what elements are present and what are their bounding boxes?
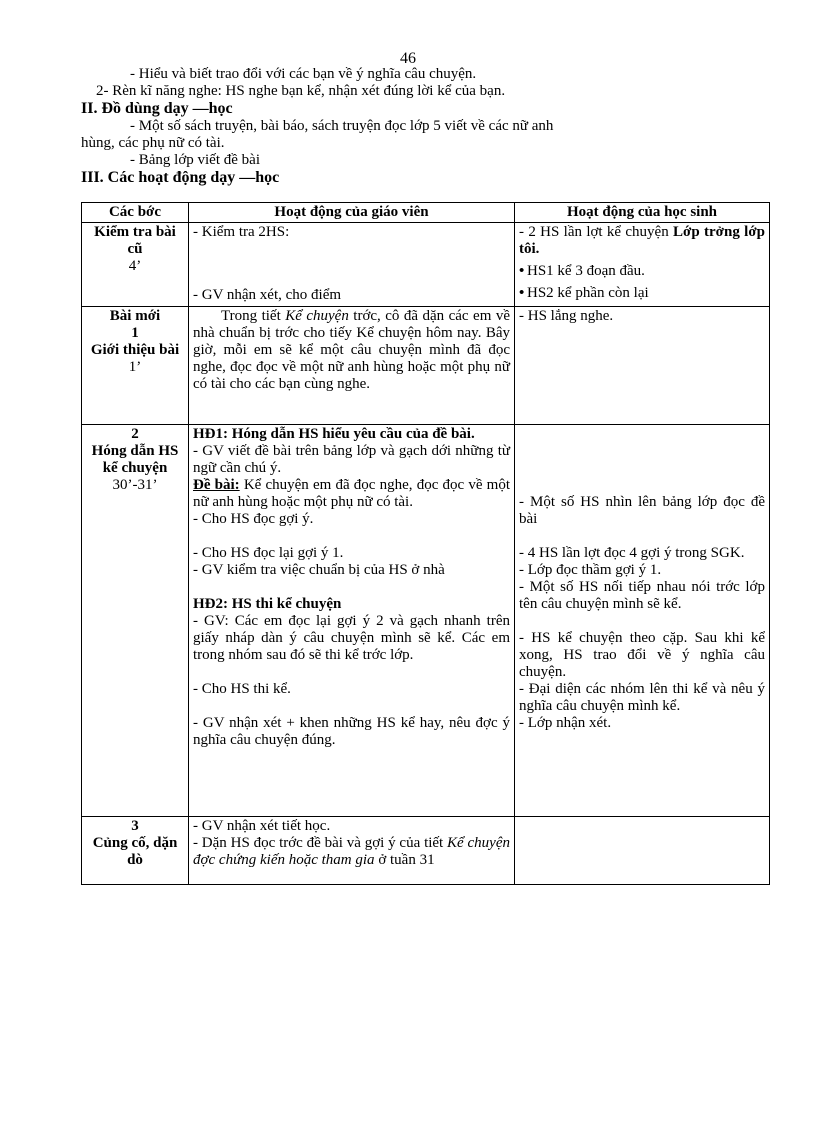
student-text: - Lớp nhận xét. (519, 715, 612, 731)
student-text: - 2 HS lần lợt kể chuyện (519, 224, 674, 240)
teacher-text: Kể chuyện em đã đọc nghe, đọc đọc về một nữ anh hùng hoặc một phụ nữ có tài. (193, 477, 510, 510)
student-cell (515, 817, 770, 885)
student-cell (515, 223, 770, 307)
step-number: 3 (131, 818, 139, 834)
header-student: Hoạt động của học sinh (515, 203, 770, 223)
teacher-text: - GV: Các em đọc lại gợi ý 2 và gạch nhanh trên giấy nháp dàn ý câu chuyện mình sẽ kể. Các em trong nhóm sau đó sẽ thi kể trớc lớp. (193, 613, 510, 663)
bullet-icon: • (519, 263, 525, 279)
step-subtitle: Củng cố, dặn dò (92, 835, 178, 868)
page-number: 46 (400, 50, 416, 67)
intro-line-5: - Bảng lớp viết đề bài (130, 152, 260, 168)
teacher-cell (189, 223, 515, 307)
teacher-text: - GV nhận xét, cho điểm (193, 287, 342, 303)
activity-heading: HĐ2: HS thi kể chuyện (193, 596, 342, 612)
student-cell (515, 307, 770, 425)
step-cell (82, 425, 189, 817)
table-row (82, 817, 770, 885)
student-text: HS2 kể phần còn lại (527, 285, 649, 301)
teacher-text: Trong tiết (221, 308, 286, 324)
bullet-icon: • (519, 285, 525, 301)
student-text: - HS lắng nghe. (519, 308, 614, 324)
teacher-text: - Cho HS đọc lại gợi ý 1. (193, 545, 344, 561)
step-cell (82, 307, 189, 425)
student-text: - Lớp đọc thầm gợi ý 1. (519, 562, 662, 578)
step-subtitle: Giới thiệu bài (90, 342, 180, 358)
teacher-text: trớc, cô đã dặn các em về nhà chuẩn bị trớc cho tiếy Kể chuyện hôm nay. Bây giờ, mỗi em sẽ kể một câu chuyện mình đã đọc nghe, đọc đọc về một nữ anh hùng hoặc một phụ nữ có tài cho các bạn cùng nghe. (193, 308, 510, 392)
header-steps: Các bớc (82, 203, 189, 223)
teacher-text: ở tuần 31 (374, 852, 435, 868)
step-time: 1’ (128, 359, 142, 375)
table-header-row (82, 203, 770, 223)
header-teacher: Hoạt động của giáo viên (189, 203, 515, 223)
student-text: HS1 kể 3 đoạn đầu. (527, 263, 645, 279)
intro-line-1: - Hiểu và biết trao đổi với các bạn về ý nghĩa câu chuyện. (130, 66, 477, 82)
intro-line-4: hùng, các phụ nữ có tài. (81, 135, 225, 151)
step-subtitle: Hóng dẫn HS kể chuyện (91, 443, 179, 476)
lesson-table (81, 202, 770, 885)
student-text: - Một số HS nhìn lên bảng lớp đọc đề bài (519, 494, 765, 527)
teacher-text-italic: Kể chuyện (285, 308, 349, 324)
teacher-text: - GV viết đề bài trên bảng lớp và gạch dới những từ ngữ cần chú ý. (193, 443, 510, 476)
step-title: Kiểm tra bài cũ (94, 224, 176, 257)
teacher-text: - GV nhận xét + khen những HS kể hay, nêu đợc ý nghĩa câu chuyện đúng. (193, 715, 510, 748)
activity-heading: HĐ1: Hóng dẫn HS hiểu yêu cầu của đề bài. (193, 426, 475, 442)
teacher-cell (189, 307, 515, 425)
intro-line-2: 2- Rèn kĩ năng nghe: HS nghe bạn kể, nhận xét đúng lời kể của bạn. (96, 83, 506, 99)
teacher-text: - Cho HS thi kể. (193, 681, 291, 697)
topic-label: Đề bài: (193, 477, 240, 493)
table-row (82, 223, 770, 307)
student-cell (515, 425, 770, 817)
step-time: 4’ (128, 258, 142, 274)
student-text: - Đại diện các nhóm lên thi kể và nêu ý nghĩa câu chuyện mình kể. (519, 681, 765, 714)
step-cell (82, 223, 189, 307)
step-number: 1 (131, 325, 139, 341)
student-text: - 4 HS lần lợt đọc 4 gợi ý trong SGK. (519, 545, 745, 561)
step-number: 2 (131, 426, 139, 442)
step-title: Bài mới (109, 308, 161, 324)
teacher-cell (189, 425, 515, 817)
story-title: Lớp trởng lớp tôi. (519, 224, 765, 257)
teacher-text-italic: Kể chuyện đợc chứng kiến hoặc tham gia (193, 835, 510, 868)
teacher-text: - Cho HS đọc gợi ý. (193, 511, 314, 527)
table-row (82, 425, 770, 817)
teacher-text: - GV nhận xét tiết học. (193, 818, 331, 834)
teacher-text: - GV kiểm tra việc chuẩn bị của HS ở nhà (193, 562, 445, 578)
teacher-cell (189, 817, 515, 885)
table-row (82, 307, 770, 425)
heading-activities: III. Các hoạt động dạy —học (81, 169, 280, 186)
teacher-text: - Kiểm tra 2HS: (193, 224, 290, 240)
heading-materials: II. Đồ dùng dạy —học (81, 100, 233, 117)
step-time: 30’-31’ (112, 477, 158, 493)
teacher-text: - Dặn HS đọc trớc đề bài và gợi ý của tiết (193, 835, 448, 851)
student-text: - HS kể chuyện theo cặp. Sau khi kể xong, HS trao đổi về ý nghĩa câu chuyện. (519, 630, 765, 680)
step-cell (82, 817, 189, 885)
intro-line-3: - Một số sách truyện, bài báo, sách truyện đọc lớp 5 viết về các nữ anh (130, 118, 554, 134)
student-text: - Một số HS nối tiếp nhau nói trớc lớp tên câu chuyện mình sẽ kể. (519, 579, 765, 612)
